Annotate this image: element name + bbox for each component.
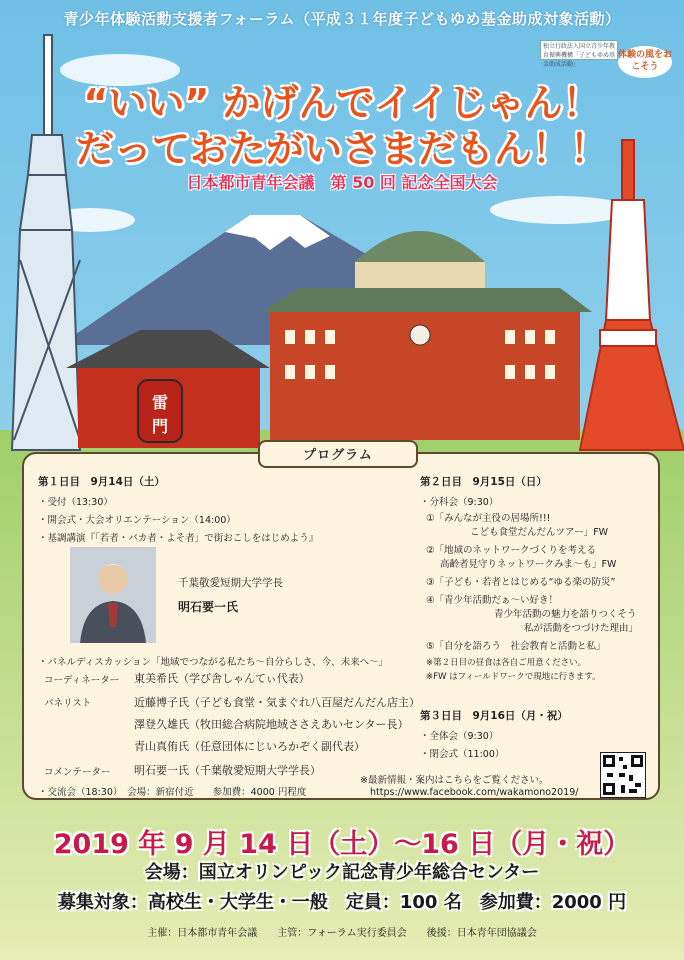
panelist-name: 澤登久雄氏（牧田総合病院地域ささえあいセンター長） — [134, 718, 409, 731]
social-event: ・交流会（18:30） 会場：新宿付近 参加費：4000 円程度 — [38, 787, 307, 798]
main-title-line1: “いい” かげんでイイじゃん！ — [83, 81, 601, 125]
day2-item: ③「子ども・若者とはじめる“ゆる楽の防災” — [426, 577, 616, 588]
day3-item: ・閉会式（11:00） — [420, 749, 505, 760]
coordinator-role: コーディネーター — [44, 675, 120, 686]
speaker-affiliation: 千葉敬愛短期大学学長 — [178, 577, 283, 589]
event-date: 2019 年 9 月 14 日（土）〜16 日（月・祝） — [53, 829, 631, 860]
day2-note: ※FW はフィールドワークで現地に行きます。 — [426, 672, 601, 682]
svg-text:門: 門 — [151, 417, 169, 436]
speaker-name: 明石要一氏 — [178, 600, 239, 614]
main-title-line2: だっておたがいさまだもん！！ — [75, 127, 608, 171]
event-target: 募集対象：高校生・大学生・一般 定員：100 名 参加費：2000 円 — [57, 892, 627, 913]
day2-item: 高齢者見守りネットワークみま〜も」FW — [440, 559, 617, 570]
day2-item: ②「地域のネットワークづくりを考える — [426, 545, 597, 556]
coordinator-name: 東美希氏（学び舎しゃんてぃ代表） — [134, 672, 310, 685]
fund-badge: 独立行政法人国立青少年教育振興機構「子どもゆめ基金助成活動」 — [540, 40, 618, 60]
day3-item: ・全体会（9:30） — [420, 731, 499, 742]
info-url[interactable]: https://www.facebook.com/wakamono2019/ — [370, 787, 579, 798]
event-venue: 会場：国立オリンピック記念青少年総合センター — [144, 862, 540, 883]
forum-title: 青少年体験活動支援者フォーラム（平成３１年度子どもゆめ基金助成対象活動） — [63, 10, 621, 28]
day2-item: ・分科会（9:30） — [420, 497, 499, 508]
day1-item: ・開会式・大会オリエンテーション（14:00） — [38, 515, 236, 526]
day2-item: ⑤「自分を語ろう 社会教育と活動と私」 — [426, 641, 606, 652]
panelist-name: 青山真侑氏（任意団体にじいろかぞく副代表） — [134, 740, 365, 753]
slogan-badge: 体験の風をおこそう — [618, 46, 672, 78]
info-note: ※最新情報・案内はこちらをご覧ください。 — [360, 775, 549, 786]
day2-item: ④「青少年活動だぁ〜い好き！ — [426, 595, 559, 606]
qr-code-icon[interactable] — [600, 752, 646, 798]
day1-item: ・基調講演『「若者・バカ者・よそ者」で街おこしをはじめよう』 — [38, 533, 319, 544]
svg-text:雷: 雷 — [151, 393, 169, 412]
day1-heading: 第１日目 9月14日（土） — [38, 476, 165, 488]
day2-item: 青少年活動の魅力を語りつくそう — [494, 609, 637, 620]
panel-discussion-title: ・パネルディスカッション「地域でつながる私たち〜自分らしさ、今、未来へ〜」 — [38, 657, 389, 668]
day2-note: ※第２日目の昼食は各自ご用意ください。 — [426, 658, 587, 668]
day1-item: ・受付（13:30） — [38, 497, 113, 508]
footer-organizers: 主催：日本都市青年会議 主管：フォーラム実行委員会 後援：日本青年団協議会 — [147, 928, 537, 939]
event-subtitle: 日本都市青年会議 第 50 回 記念全国大会 — [186, 173, 498, 192]
day2-item: こども食堂だんだんツアー」FW — [470, 527, 609, 538]
panelist-role: パネリスト — [44, 698, 92, 709]
program-tab: プログラム — [258, 440, 418, 468]
panelist-name: 近藤博子氏（子ども食堂・気まぐれ八百屋だんだん店主） — [134, 696, 420, 709]
day2-item: 私が活動をつづけた理由」 — [524, 623, 639, 634]
day2-heading: 第２日目 9月15日（日） — [420, 476, 547, 488]
commentator-name: 明石要一氏（千葉敬愛短期大学学長） — [134, 764, 321, 777]
day2-item: ①「みんなが主役の居場所!!! — [426, 513, 551, 524]
commentator-role: コメンテーター — [44, 767, 111, 778]
day3-heading: 第３日目 9月16日（月・祝） — [420, 710, 568, 722]
speaker-photo — [70, 547, 156, 643]
